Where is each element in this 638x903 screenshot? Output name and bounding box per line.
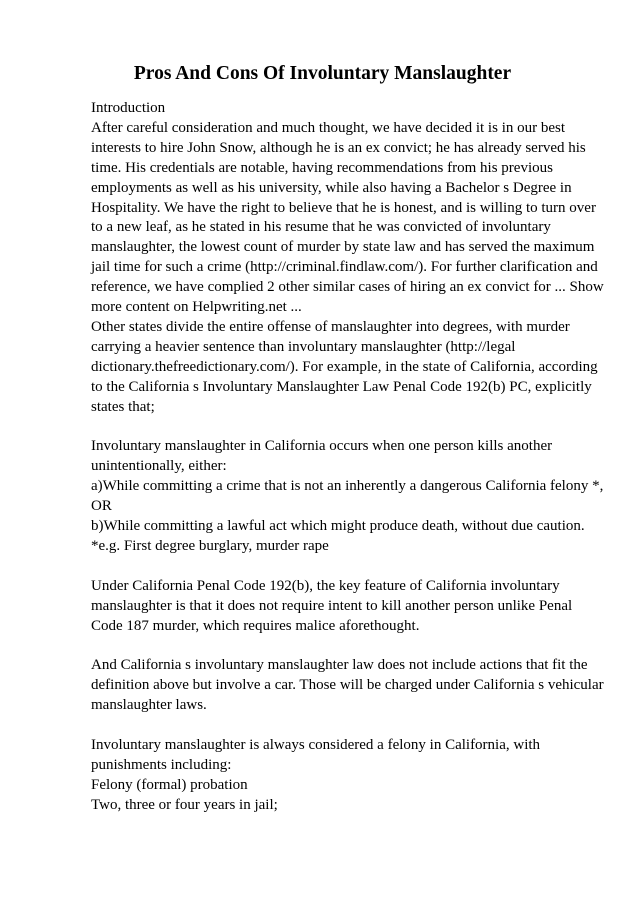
text-line: reference, we have complied 2 other similar cases of hiring an ex convict for ... Show [91,279,604,296]
text-line: states that; [91,398,155,415]
text-line: And California s involuntary manslaughter law does not include actions that fit the [91,657,588,674]
text-line: Under California Penal Code 192(b), the key feature of California involuntary [91,577,560,594]
text-line: After careful consideration and much thought, we have decided it is in our best [91,119,566,136]
document-body [91,99,604,816]
text-line: *e.g. First degree burglary, murder rape [91,537,329,554]
text-line: interests to hire John Snow, although he is an ex convict; he has already served his [91,139,586,156]
text-line: to a new leaf, as he stated in his resume that he was convicted of involuntary [91,219,551,236]
text-line: Involuntary manslaughter is always considered a felony in California, with [91,736,541,753]
paragraph-gap [91,716,597,736]
text-line: carrying a heavier sentence than involuntary manslaughter (http://legal [91,338,516,355]
text-line: unintentionally, either: [91,458,227,475]
text-line: Involuntary manslaughter in California occurs when one person kills another [91,438,553,455]
text-line: dictionary.thefreedictionary.com/). For example, in the state of California, according [91,358,598,375]
paragraph-gap [91,557,597,577]
paragraph [91,99,604,418]
paragraph-gap [91,636,597,656]
paragraph [91,656,604,716]
text-line: Code 187 murder, which requires malice aforethought. [91,617,420,634]
text-line: manslaughter is that it does not require intent to kill another person unlike Penal [91,597,573,614]
text-line: punishments including: [91,756,232,773]
text-line: manslaughter, the lowest count of murder by state law and has served the maximum [91,239,595,256]
text-line: time. His credentials are notable, having recommendations from his previous [91,159,553,176]
text-line: Hospitality. We have the right to believe that he is honest, and is willing to turn over [91,199,596,216]
text-line: to the California s Involuntary Manslaughter Law Penal Code 192(b) PC, explicitly [91,378,592,395]
text-line: a)While committing a crime that is not an inherently a dangerous California felony *, [91,478,604,495]
text-line: Other states divide the entire offense of manslaughter into degrees, with murder [91,318,570,335]
text-line: jail time for such a crime (http://criminal.findlaw.com/). For further clarification and [91,259,598,276]
paragraph [91,736,597,816]
text-line: manslaughter laws. [91,697,207,714]
paragraph [91,437,604,556]
text-line: b)While committing a lawful act which might produce death, without due caution. [91,518,585,535]
paragraph-gap [91,418,597,438]
text-line: definition above but involve a car. Those will be charged under California s vehicular [91,677,604,694]
text-line: Two, three or four years in jail; [91,796,278,813]
text-line: more content on Helpwriting.net ... [91,299,302,316]
text-line: employments as well as his university, while also having a Bachelor s Degree in [91,179,572,196]
text-line: OR [91,498,112,515]
paragraph [91,577,597,637]
text-line: Introduction [91,100,166,116]
text-line: Felony (formal) probation [91,776,248,793]
document-title: Pros And Cons Of Involuntary Manslaughter [133,63,512,84]
